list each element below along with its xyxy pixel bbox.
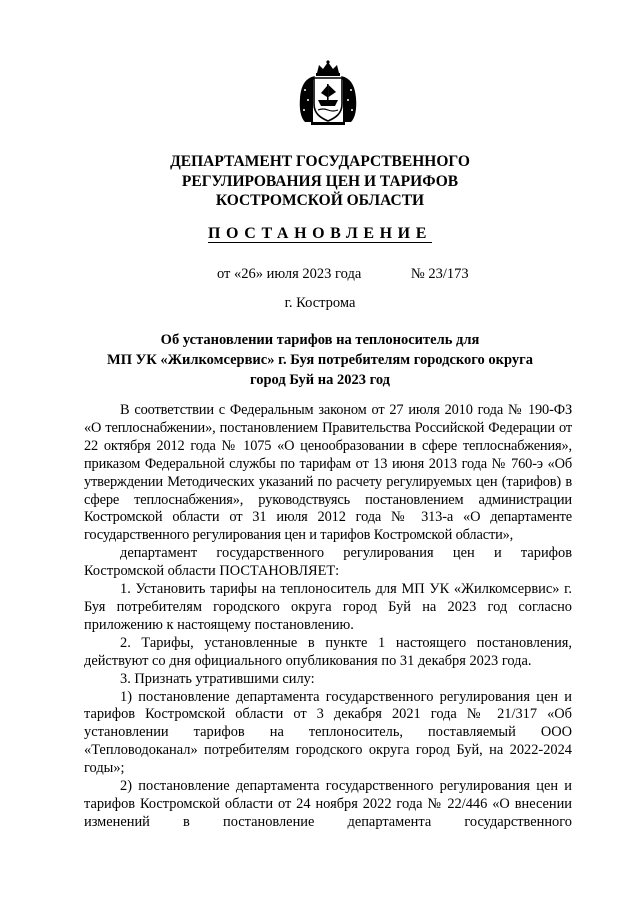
paragraph-item-3: 3. Признать утратившими силу:: [120, 670, 315, 687]
document-subject: [0, 330, 640, 390]
department-header: [0, 152, 640, 211]
city: г. Кострома: [284, 295, 356, 311]
kostroma-coat-of-arms-icon: [297, 60, 359, 126]
paragraph-item-3-2: 2) постановление департамента государственного регулирования цен и тарифов Костромской области от 24 ноября 2022 года № 22/446 «О внесении изменений в постановление департамента государственного: [84, 778, 572, 830]
document-number: № 23/173: [410, 266, 469, 282]
subject-line-1: Об установлении тарифов на теплоноситель для: [160, 332, 480, 348]
date-number-line: [217, 266, 469, 283]
subject-line-2: МП УК «Жилкомсервис» г. Буя потребителям городского округа: [107, 352, 533, 368]
paragraph-item-2: 2. Тарифы, установленные в пункте 1 настоящего постановления, действуют со дня официального опубликования по 31 декабря 2023 года.: [84, 634, 572, 669]
header-line-3: КОСТРОМСКОЙ ОБЛАСТИ: [215, 192, 425, 209]
paragraph-item-1: 1. Установить тарифы на теплоноситель для МП УК «Жилкомсервис» г. Буя потребителям городского округа город Буй на 2023 год согласно приложению к настоящему постановлению.: [84, 581, 572, 633]
paragraph-resolves: департамент государственного регулирования цен и тарифов Костромской области ПОСТАНОВЛЯЕТ:: [84, 545, 572, 580]
document-date: от «26» июля 2023 года: [217, 266, 362, 282]
header-line-1: ДЕПАРТАМЕНТ ГОСУДАРСТВЕННОГО: [170, 153, 470, 170]
subject-line-3: город Буй на 2023 год: [249, 372, 391, 388]
paragraph-item-3-1: 1) постановление департамента государственного регулирования цен и тарифов Костромской области от 3 декабря 2021 года № 21/317 «Об установлении тарифов на теплоноситель, поставляемый ООО «Тепловодоканал» потребителям городского округа город Буй, на 2022-2024 годы»;: [84, 688, 572, 777]
document-type-title: ПОСТАНОВЛЕНИЕ: [208, 225, 432, 242]
document-body: [84, 402, 572, 832]
paragraph-preamble: В соответствии с Федеральным законом от 27 июля 2010 года № 190-ФЗ «О теплоснабжении», постановлением Правительства Российской Федерации от 22 октября 2012 года № 1075 «О ценообразовании в сфере теплоснабжения», приказом Федеральной службы по тарифам от 13 июня 2013 года № 760-э «Об утверждении Методических указаний по расчету регулируемых цен (тарифов) в сфере теплоснабжения», руководствуясь постановлением администрации Костромской области от 31 июля 2012 года № 313-а «О департаменте государственного регулирования цен и тарифов Костромской области»,: [84, 402, 572, 544]
header-line-2: РЕГУЛИРОВАНИЯ ЦЕН И ТАРИФОВ: [181, 172, 459, 190]
